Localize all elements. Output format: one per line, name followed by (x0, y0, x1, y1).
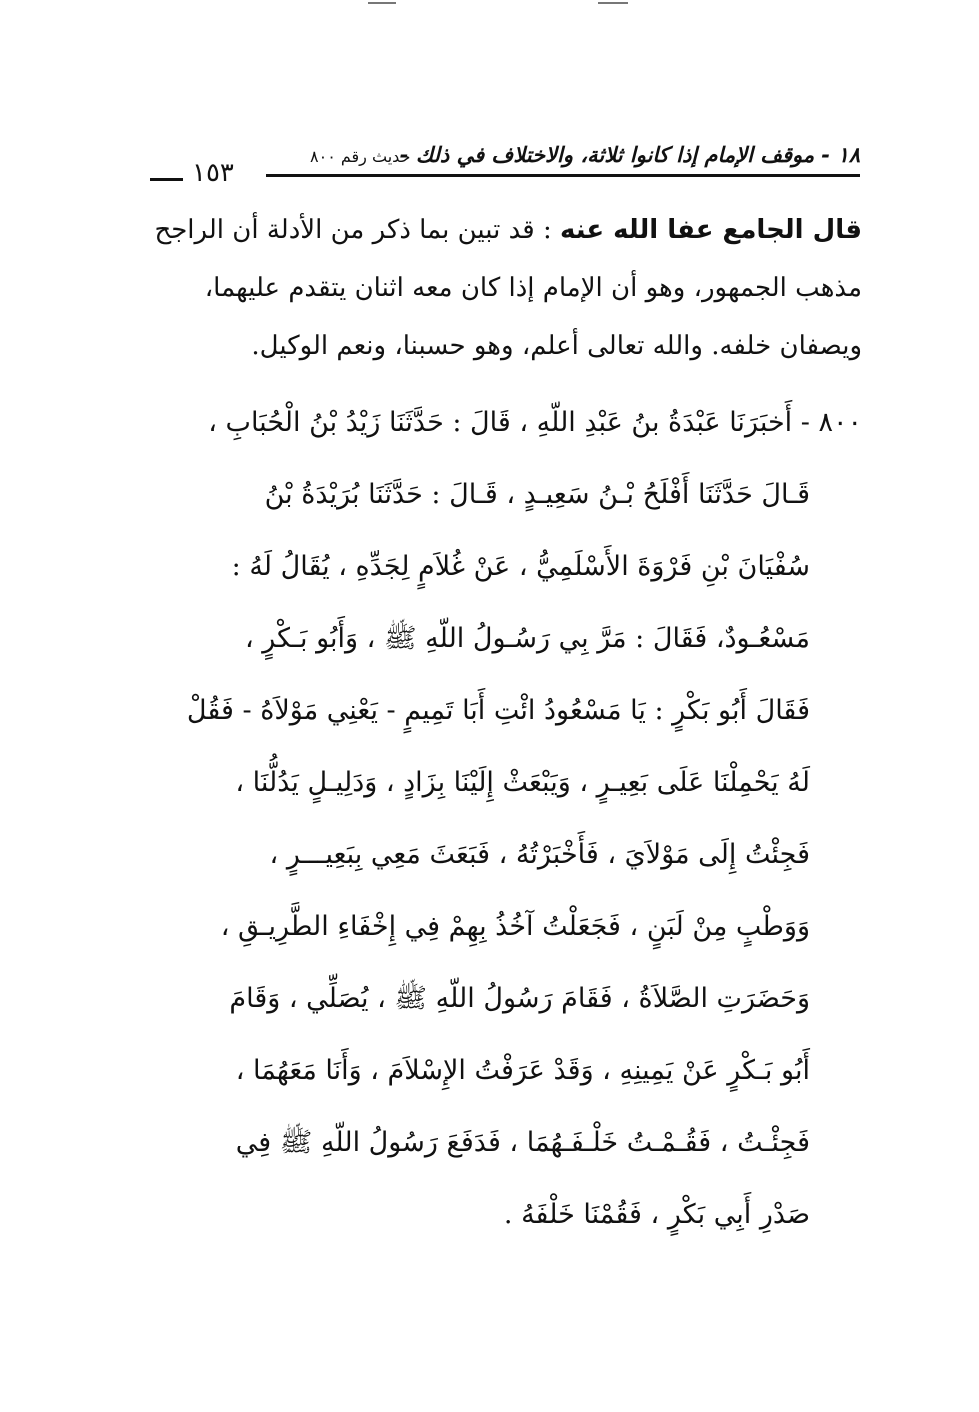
header-rule-right (266, 174, 860, 177)
hadith-line: فَقَالَ أَبُو بَكْرٍ : يَا مَسْعُودُ ائْتِ أَبَا تَمِيمٍ - يَعْنِي مَوْلاَهُ - فَقُلْ (186, 695, 810, 726)
commentary-line-2: مذهب الجمهور، وهو أن الإمام إذا كان معه اثنان يتقدم عليهما، (204, 273, 862, 303)
hadith-line: فَجِئْتُ إِلَى مَوْلاَيَ ، فَأَخْبَرْتُهُ ، فَبَعَثَ مَعِي بِبَعِيـــرٍ ، (269, 839, 810, 870)
hadith-line: صَدْرِ أَبِي بَكْرٍ ، فَقُمْنَا خَلْفَهُ . (503, 1199, 810, 1230)
hadith-line: فَجِئْـتُ ، فَقُـمْـتُ خَلْـفَـهُمَا ، فَدَفَعَ رَسُولُ اللّهِ ﷺ فِي (235, 1127, 810, 1158)
hadith-line: ٨٠٠ - أَخبَرَنَا عَبْدَةُ بنُ عَبْدِ اللّهِ ، قَالَ : حَدَّثَنَا زَيْدُ بْنُ الْحُبَابِ ، (208, 407, 862, 438)
hadith-line: سُفْيَانَ بْنِ فَرْوَةَ الأَسْلَمِيُّ ، عَنْ غُلاَمٍ لِجَدِّهِ ، يُقَالُ لَهُ : (231, 551, 810, 582)
header-rule-left (150, 178, 183, 181)
hadith-line: قَـالَ حَدَّثَنَا أَفْلَحُ بْـنُ سَعِيـدٍ ، قَـالَ : حَدَّثَنَا بُرَيْدَةُ بْنُ (264, 479, 810, 510)
running-header (150, 140, 860, 190)
hadith-line: أَبُو بَـكْرٍ عَنْ يَمِينِهِ ، وَقَدْ عَرَفْتُ الإِسْلاَمَ ، وَأَنَا مَعَهُمَا ، (235, 1055, 810, 1086)
top-scan-mark-left (368, 2, 396, 4)
commentary-line-1 (154, 208, 862, 252)
hadith-line: وَحَضَرَتِ الصَّلاَةُ ، فَقَامَ رَسُولُ اللّهِ ﷺ ، يُصَلِّي ، وَقَامَ (229, 983, 810, 1014)
hadith-line: لَهُ يَحْمِلْنَا عَلَى بَعِيـرٍ ، وَيَبْعَثْ إِلَيْنَا بِزَادٍ ، وَدَلِيـلٍ يَدُلُّنَا ، (235, 767, 810, 798)
hadith-reference: حديث رقم ٨٠٠ (310, 147, 411, 166)
author-commentary (150, 208, 862, 378)
commentary-line-1-text: : قد تبين بما ذكر من الأدلة أن الراجح (154, 215, 560, 245)
chapter-title: ١٨ - موقف الإمام إذا كانوا ثلاثة، والاختلاف في ذلك - (399, 143, 860, 167)
page-number: ١٥٣ (192, 158, 234, 188)
top-scan-mark-center (598, 2, 628, 4)
commentary-line-3: ويصفان خلفه. والله تعالى أعلم، وهو حسبنا، ونعم الوكيل. (251, 331, 862, 361)
hadith-line: مَسْعُـودٌ، فَقَالَ : مَرَّ بِي رَسُـولُ اللّهِ ﷺ ، وَأَبُو بَـكْرٍ ، (244, 623, 810, 654)
hadith-text (150, 398, 862, 1278)
commentary-speaker: قال الجامع عفا الله عنه (559, 215, 862, 245)
hadith-line: وَوَطْبٍ مِنْ لَبَنٍ ، فَجَعَلْتُ آخُذُ بِهِمْ فِي إِخْفَاءِ الطَّرِيـقِ ، (220, 911, 810, 942)
